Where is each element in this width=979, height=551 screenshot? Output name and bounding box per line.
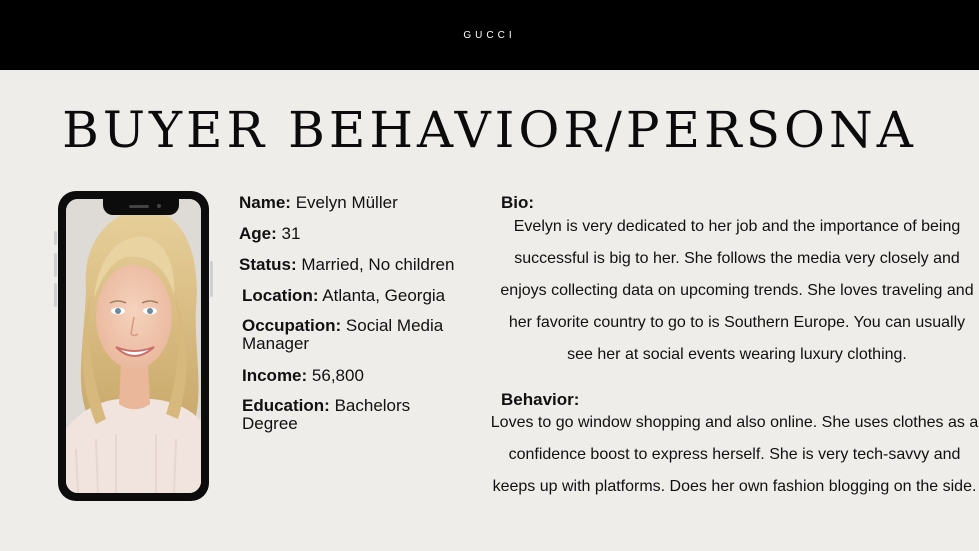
phone-side-button: [54, 283, 57, 307]
phone-screen: [66, 199, 201, 493]
phone-mockup: [58, 191, 209, 501]
page-title: BUYER BEHAVIOR/PERSONA: [62, 101, 917, 159]
persona-income: Income: 56,800: [242, 366, 364, 385]
bio-heading: Bio:: [501, 193, 535, 212]
persona-education: Education: Bachelors Degree: [242, 396, 411, 433]
header-bar: [0, 0, 979, 70]
bio-text: Evelyn is very dedicated to her job and the importance of being successful is big to her. She follows the media very closely and enjoys collecting data on upcoming trends. She loves traveling and her favorite country to go to is Southern Europe. You can usually see her at social events wearing luxury clothing.: [500, 218, 974, 363]
brand-name: GUCCI: [463, 29, 516, 41]
phone-side-button: [54, 253, 57, 277]
persona-age: Age: 31: [239, 224, 301, 243]
phone-notch: [103, 199, 179, 215]
phone-side-button: [54, 231, 57, 245]
behavior-text: Loves to go window shopping and also online. She uses clothes as a confidence boost to express herself. She is very tech-savvy and keeps up with platforms. Does her own fashion blogging on the side.: [490, 414, 979, 495]
persona-status: Status: Married, No children: [239, 255, 455, 274]
persona-portrait: [66, 199, 201, 493]
persona-name: Name: Evelyn Müller: [239, 193, 398, 212]
persona-occupation: Occupation: Social Media Manager: [242, 316, 444, 353]
behavior-heading: Behavior:: [501, 390, 580, 409]
phone-power-button: [210, 261, 213, 297]
persona-location: Location: Atlanta, Georgia: [242, 286, 446, 305]
